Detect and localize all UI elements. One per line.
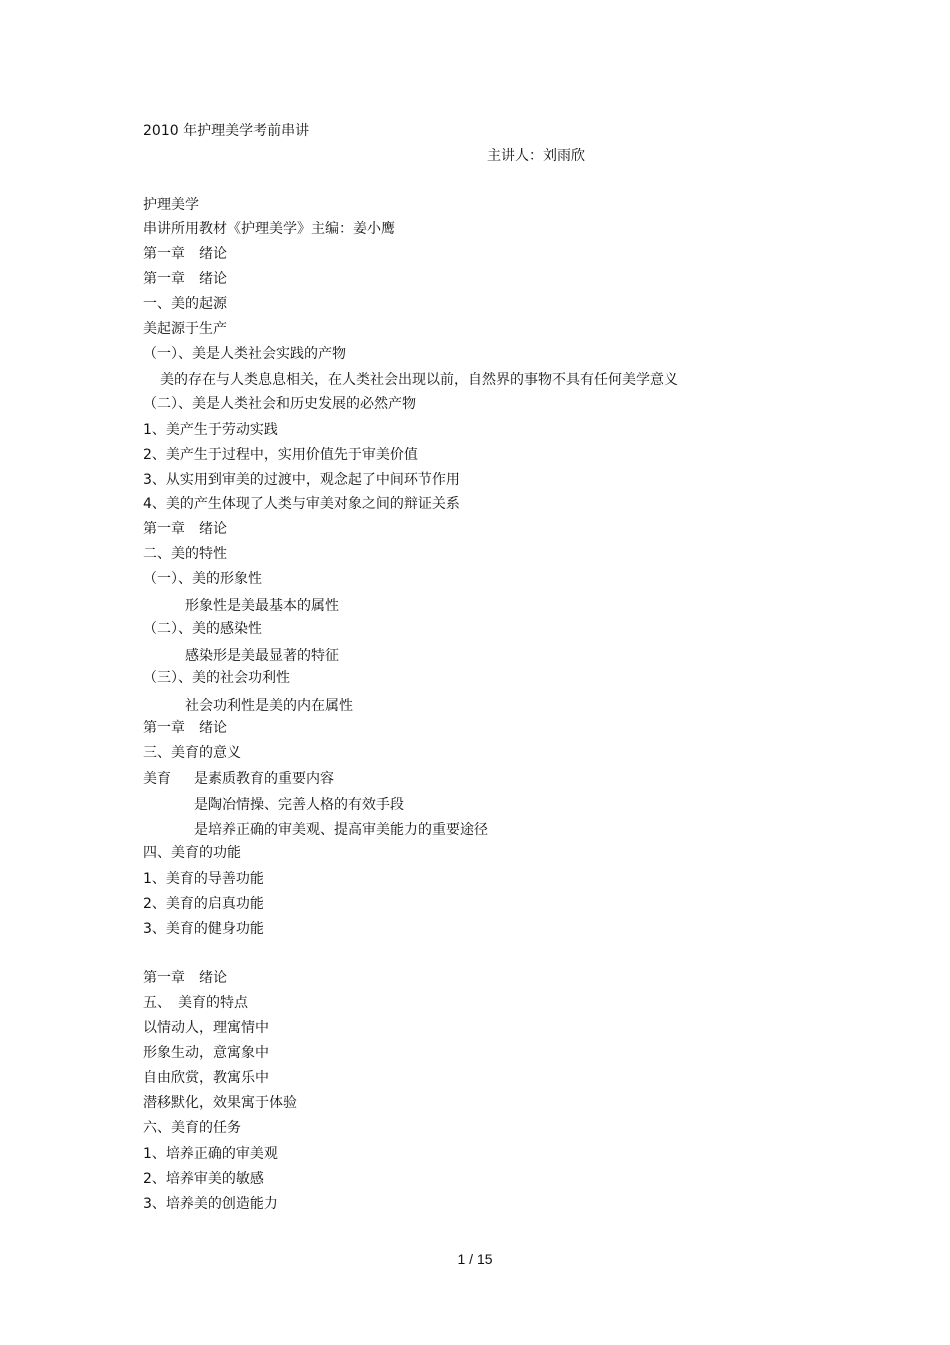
section-heading: 五、 美育的特点 [143,995,248,1011]
text-line: 潜移默化，效果寓于体验 [143,1095,297,1111]
text-line: 是陶冶情操、完善人格的有效手段 [194,797,404,813]
subsection-heading: （二）、美的感染性 [143,621,262,637]
section-heading: 一、美的起源 [143,296,227,312]
lecturer-line: 主讲人：刘雨欣 [487,148,585,164]
document-title: 2010 年护理美学考前串讲 [143,123,310,139]
text-line: 感染形是美最显著的特征 [185,648,339,664]
text-line: 美的存在与人类息息相关，在人类社会出现以前，自然界的事物不具有任何美学意义 [160,372,678,388]
text-line: 形象生动，意寓象中 [143,1045,269,1061]
section-heading: 四、美育的功能 [143,845,241,861]
subsection-heading: （三）、美的社会功利性 [143,670,290,686]
chapter-heading: 第一章 绪论 [143,271,227,287]
text-line: 自由欣赏，教寓乐中 [143,1070,269,1086]
list-item: 2、美育的启真功能 [143,896,264,912]
chapter-heading: 第一章 绪论 [143,246,227,262]
list-item: 3、美育的健身功能 [143,921,264,937]
list-item: 3、从实用到审美的过渡中，观念起了中间环节作用 [143,472,460,488]
text-line: 串讲所用教材《护理美学》主编：姜小鹰 [143,221,395,237]
text-line: 形象性是美最基本的属性 [185,598,339,614]
page-number: 1 / 15 [457,1251,493,1267]
section-heading: 六、美育的任务 [143,1120,241,1136]
text-line: 社会功利性是美的内在属性 [185,698,353,714]
text-line: 美起源于生产 [143,321,227,337]
chapter-heading: 第一章 绪论 [143,521,227,537]
chapter-heading: 第一章 绪论 [143,970,227,986]
text-line: 以情动人，理寓情中 [143,1020,269,1036]
text-line: 是培养正确的审美观、提高审美能力的重要途径 [194,822,488,838]
text-line: 美育 [143,771,171,787]
section-heading: 三、美育的意义 [143,745,241,761]
list-item: 2、培养审美的敏感 [143,1171,264,1187]
list-item: 1、美育的导善功能 [143,871,264,887]
text-line: 是素质教育的重要内容 [194,771,334,787]
list-item: 4、美的产生体现了人类与审美对象之间的辩证关系 [143,496,460,512]
section-heading: 二、美的特性 [143,546,227,562]
subsection-heading: （二）、美是人类社会和历史发展的必然产物 [143,396,416,412]
text-line: 护理美学 [143,197,199,213]
list-item: 3、培养美的创造能力 [143,1196,278,1212]
subsection-heading: （一）、美是人类社会实践的产物 [143,346,346,362]
chapter-heading: 第一章 绪论 [143,720,227,736]
subsection-heading: （一）、美的形象性 [143,571,262,587]
list-item: 1、美产生于劳动实践 [143,422,278,438]
list-item: 1、培养正确的审美观 [143,1146,278,1162]
list-item: 2、美产生于过程中，实用价值先于审美价值 [143,447,418,463]
